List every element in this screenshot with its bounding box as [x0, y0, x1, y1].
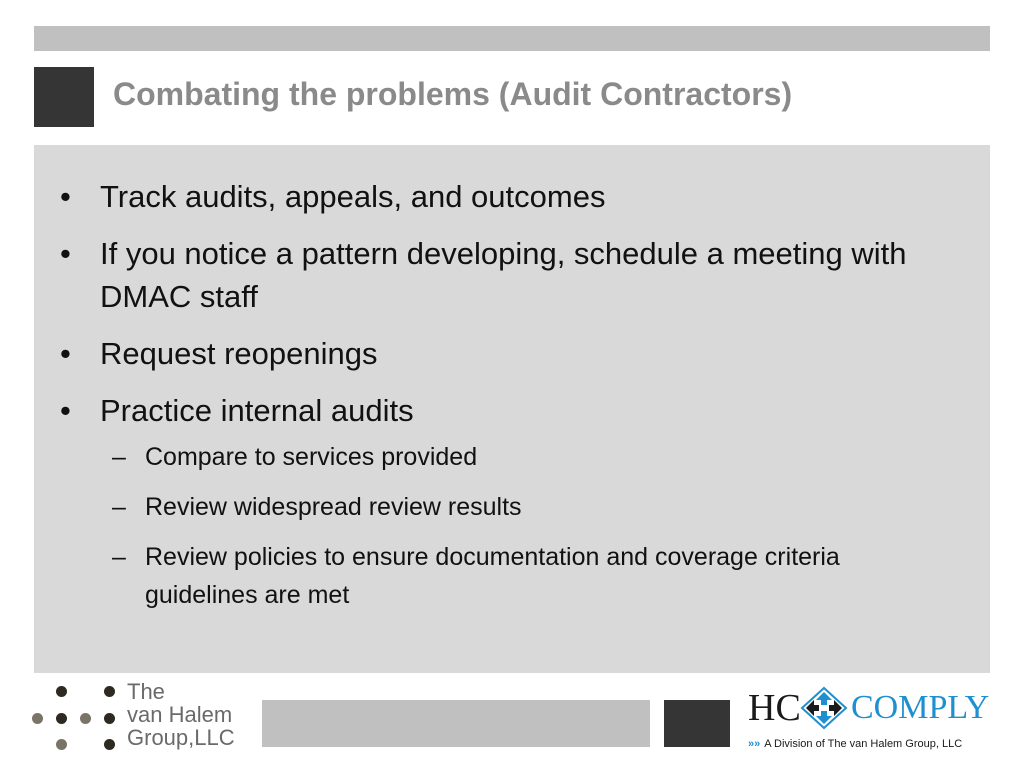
footer-accent-square [664, 700, 730, 747]
bullet-marker: • [60, 336, 71, 371]
chevrons-icon: »» [748, 738, 761, 750]
sub-bullet-item [34, 488, 990, 526]
logo-line-3: Group,LLC [127, 725, 235, 750]
division-text: A Division of The van Halem Group, LLC [764, 738, 963, 750]
sub-bullet-item [34, 438, 990, 476]
bullet-marker: • [60, 179, 71, 214]
division-tagline [748, 738, 962, 750]
sub-bullet-text: Review widespread review results [145, 493, 522, 521]
sub-bullet-marker: – [112, 443, 126, 471]
bullet-marker: • [60, 393, 71, 428]
van-halem-logo [24, 678, 254, 760]
header-bar [34, 26, 990, 51]
logo-line-1: The [127, 679, 165, 704]
footer-bar [262, 700, 650, 747]
sub-bullet-marker: – [112, 493, 126, 521]
bullet-list [34, 175, 990, 626]
sub-bullet-text: Review policies to ensure documentation and coverage criteria guidelines are met [145, 543, 840, 609]
van-halem-logo-text [127, 680, 235, 749]
comply-logo-text: COMPLY [851, 689, 990, 726]
bullet-text: Track audits, appeals, and outcomes [100, 179, 606, 214]
bullet-marker: • [60, 236, 71, 271]
sub-bullet-item [34, 538, 990, 614]
bullet-item [34, 175, 990, 218]
title-accent-square [34, 67, 94, 127]
bullet-text: Practice internal audits [100, 393, 414, 428]
bullet-item [34, 332, 990, 375]
hc-logo-text: HC [748, 687, 801, 729]
bullet-text: Request reopenings [100, 336, 378, 371]
sub-bullet-marker: – [112, 543, 126, 571]
bullet-item [34, 232, 990, 318]
bullet-item [34, 389, 990, 432]
slide-title: Combating the problems (Audit Contractors) [113, 76, 793, 112]
bullet-text: If you notice a pattern developing, schedule a meeting with DMAC staff [100, 236, 907, 314]
sub-bullet-text: Compare to services provided [145, 443, 478, 471]
hc-comply-logo [740, 682, 1000, 760]
content-panel [34, 145, 990, 673]
logo-line-2: van Halem [127, 702, 233, 727]
diamond-arrows-icon [800, 686, 848, 730]
